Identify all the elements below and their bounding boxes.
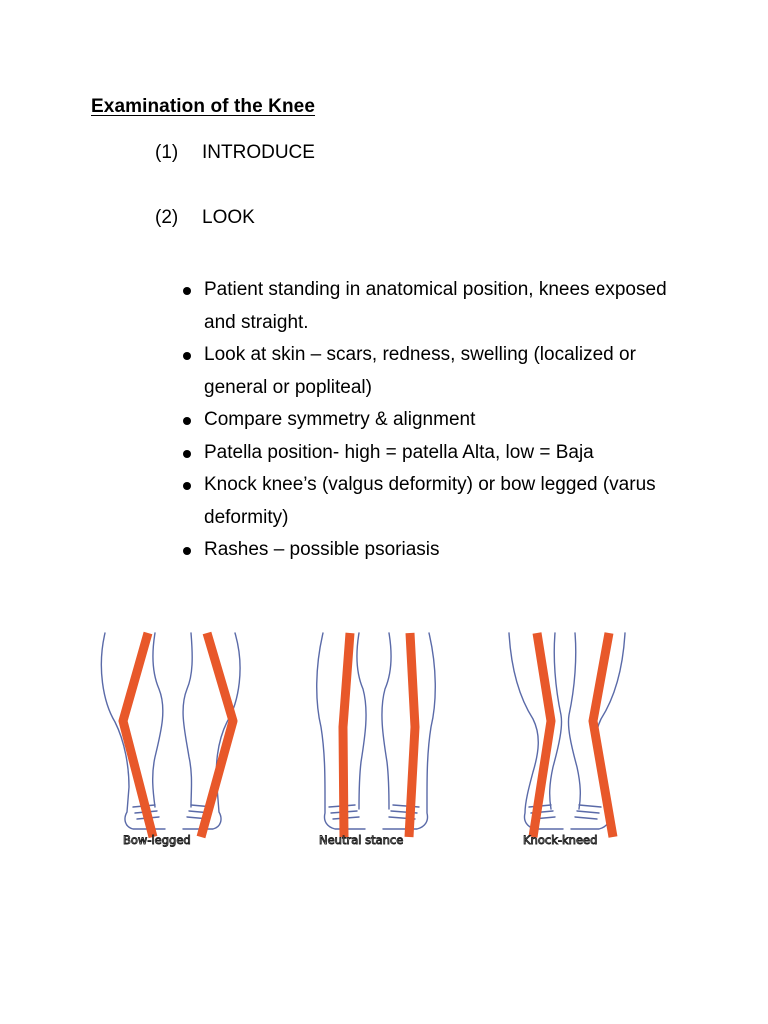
- page-title: Examination of the Knee: [91, 96, 316, 117]
- list-item: Knock knee’s (valgus deformity) or bow legged (varus deformity): [180, 469, 700, 534]
- list-item: Look at skin – scars, redness, swelling (localized or general or popliteal): [180, 339, 700, 404]
- bullet-icon: [183, 287, 191, 295]
- step-introduce: [155, 142, 315, 164]
- neutral-axis-left: [343, 633, 350, 837]
- neutral-axis-right: [409, 633, 415, 837]
- step-label: INTRODUCE: [202, 142, 315, 163]
- step-look: [155, 207, 255, 229]
- caption-neutral-stance: Neutral stance: [319, 833, 404, 847]
- list-item: Patella position- high = patella Alta, low = Baja: [180, 437, 700, 470]
- leg-alignment-illustration: [93, 627, 683, 853]
- bullet-icon: [183, 547, 191, 555]
- look-checklist: [180, 274, 700, 567]
- bullet-icon: [183, 352, 191, 360]
- list-item: Rashes – possible psoriasis: [180, 534, 700, 567]
- step-number: (2): [155, 207, 179, 228]
- bullet-icon: [183, 450, 191, 458]
- list-item: Patient standing in anatomical position, knees exposed and straight.: [180, 274, 700, 339]
- bullet-icon: [183, 482, 191, 490]
- caption-knock-kneed: Knock-kneed: [523, 833, 598, 847]
- step-label: LOOK: [202, 207, 255, 228]
- list-item: Compare symmetry & alignment: [180, 404, 700, 437]
- step-number: (1): [155, 142, 179, 163]
- leg-alignment-figure: [93, 627, 683, 853]
- bow-legged-axis-right: [201, 633, 233, 837]
- bullet-icon: [183, 417, 191, 425]
- knock-kneed-axis-left: [533, 633, 551, 837]
- caption-bow-legged: Bow-legged: [123, 833, 191, 847]
